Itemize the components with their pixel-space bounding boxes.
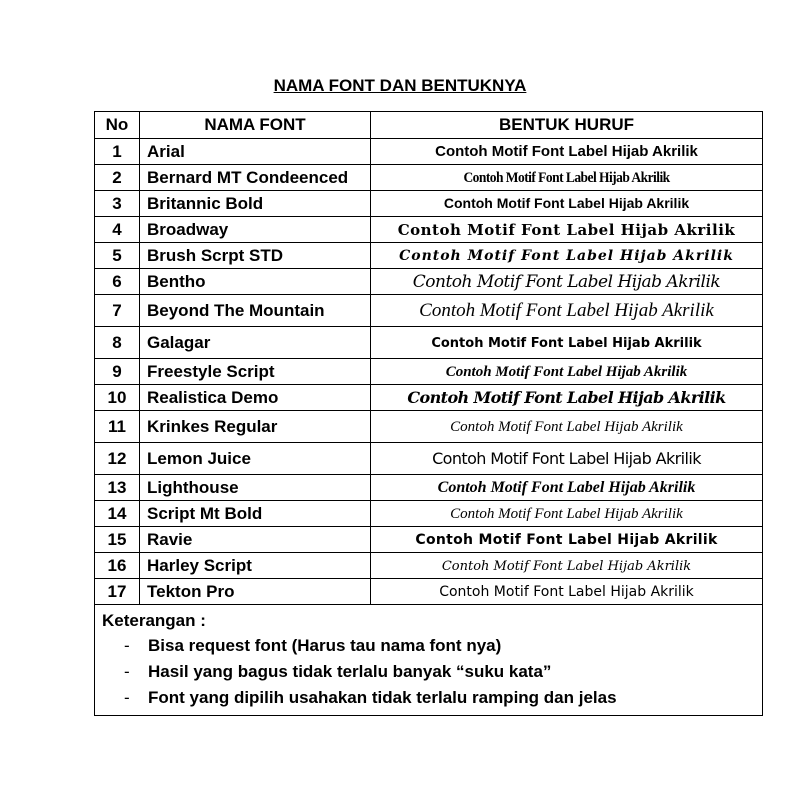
table-row: [95, 243, 763, 269]
font-sample: [371, 579, 763, 605]
header-no: No: [95, 112, 140, 139]
row-number: 3: [95, 191, 140, 217]
font-sample: [371, 327, 763, 359]
font-sample-text: Contoh Motif Font Label Hijab Akrilik: [419, 299, 714, 321]
font-name: Arial: [140, 139, 371, 165]
table-row: [95, 385, 763, 411]
font-sample-text: Contoh Motif Font Label Hijab Akrilik: [437, 478, 696, 496]
note-text: Hasil yang bagus tidak terlalu banyak “suku kata”: [148, 662, 552, 681]
font-sample-text: Contoh Motif Font Label Hijab Akrilik: [435, 143, 698, 160]
table-row: [95, 165, 763, 191]
font-sample: [371, 475, 763, 501]
font-sample-text: Contoh Motif Font Label Hijab Akrilik: [432, 449, 701, 468]
font-sample: [371, 191, 763, 217]
font-name: Galagar: [140, 327, 371, 359]
row-number: 5: [95, 243, 140, 269]
font-name: Bentho: [140, 269, 371, 295]
row-number: 13: [95, 475, 140, 501]
font-table: [94, 111, 763, 716]
row-number: 9: [95, 359, 140, 385]
row-number: 14: [95, 501, 140, 527]
font-sample: [371, 139, 763, 165]
note-bullet: -: [124, 662, 130, 681]
font-sample: [371, 217, 763, 243]
font-sample-text: Contoh Motif Font Label Hijab Akrilik: [412, 271, 721, 292]
row-number: 7: [95, 295, 140, 327]
row-number: 4: [95, 217, 140, 243]
table-row: [95, 475, 763, 501]
notes-section: [95, 605, 763, 716]
note-item: [102, 659, 756, 685]
row-number: 15: [95, 527, 140, 553]
font-name: Harley Script: [140, 553, 371, 579]
font-name: Ravie: [140, 527, 371, 553]
font-sample-text: Contoh Motif Font Label Hijab Akrilik: [441, 559, 692, 574]
row-number: 6: [95, 269, 140, 295]
note-item: [102, 633, 756, 659]
table-row: [95, 553, 763, 579]
font-name: Freestyle Script: [140, 359, 371, 385]
document-title: NAMA FONT DAN BENTUKNYA: [273, 76, 527, 95]
font-name: Britannic Bold: [140, 191, 371, 217]
table-row: [95, 579, 763, 605]
table-row: [95, 295, 763, 327]
note-text: Font yang dipilih usahakan tidak terlalu ramping dan jelas: [148, 688, 617, 707]
table-row: [95, 139, 763, 165]
note-item: [102, 685, 756, 711]
note-bullet: -: [124, 636, 130, 655]
font-sample: [371, 501, 763, 527]
table-row: [95, 327, 763, 359]
table-row: [95, 443, 763, 475]
font-sample-text: Contoh Motif Font Label Hijab Akrilik: [415, 532, 718, 548]
font-name: Realistica Demo: [140, 385, 371, 411]
font-sample: [371, 165, 763, 191]
font-sample-text: Contoh Motif Font Label Hijab Akrilik: [431, 336, 702, 351]
font-sample-text: Contoh Motif Font Label Hijab Akrilik: [450, 505, 683, 522]
table-row: [95, 191, 763, 217]
font-sample-text: Contoh Motif Font Label Hijab Akrilik: [407, 388, 726, 407]
font-sample-text: Contoh Motif Font Label Hijab Akrilik: [445, 363, 688, 380]
font-name: Beyond The Mountain: [140, 295, 371, 327]
row-number: 16: [95, 553, 140, 579]
row-number: 8: [95, 327, 140, 359]
font-sample: [371, 443, 763, 475]
row-number: 10: [95, 385, 140, 411]
font-sample-text: Contoh Motif Font Label Hijab Akrilik: [450, 418, 683, 435]
font-name: Lemon Juice: [140, 443, 371, 475]
row-number: 2: [95, 165, 140, 191]
font-sample: [371, 243, 763, 269]
font-sample-text: Contoh Motif Font Label Hijab Akrilik: [439, 584, 694, 600]
font-sample: [371, 385, 763, 411]
note-text: Bisa request font (Harus tau nama font nya): [148, 636, 502, 655]
font-sample: [371, 269, 763, 295]
table-row: [95, 359, 763, 385]
note-bullet: -: [124, 688, 130, 707]
font-sample-text: Contoh Motif Font Label Hijab Akrilik: [399, 248, 734, 264]
header-font-name: NAMA FONT: [140, 112, 371, 139]
font-name: Lighthouse: [140, 475, 371, 501]
row-number: 1: [95, 139, 140, 165]
font-sample: [371, 411, 763, 443]
table-row: [95, 501, 763, 527]
font-name: Krinkes Regular: [140, 411, 371, 443]
font-name: Tekton Pro: [140, 579, 371, 605]
table-row: [95, 527, 763, 553]
font-sample: [371, 527, 763, 553]
header-letter-shape: BENTUK HURUF: [371, 112, 763, 139]
font-name: Brush Scrpt STD: [140, 243, 371, 269]
font-name: Script Mt Bold: [140, 501, 371, 527]
font-sample: [371, 359, 763, 385]
font-sample-text: Contoh Motif Font Label Hijab Akrilik: [463, 169, 670, 186]
font-sample-text: Contoh Motif Font Label Hijab Akrilik: [443, 195, 690, 211]
font-sample-text: Contoh Motif Font Label Hijab Akrilik: [397, 220, 736, 239]
table-header-row: [95, 112, 763, 139]
font-name: Broadway: [140, 217, 371, 243]
font-name: Bernard MT Condeenced: [140, 165, 371, 191]
font-sample: [371, 553, 763, 579]
row-number: 12: [95, 443, 140, 475]
table-row: [95, 411, 763, 443]
notes-row: [95, 605, 763, 716]
font-sample: [371, 295, 763, 327]
table-row: [95, 217, 763, 243]
row-number: 11: [95, 411, 140, 443]
row-number: 17: [95, 579, 140, 605]
notes-title: Keterangan :: [102, 611, 206, 630]
table-row: [95, 269, 763, 295]
